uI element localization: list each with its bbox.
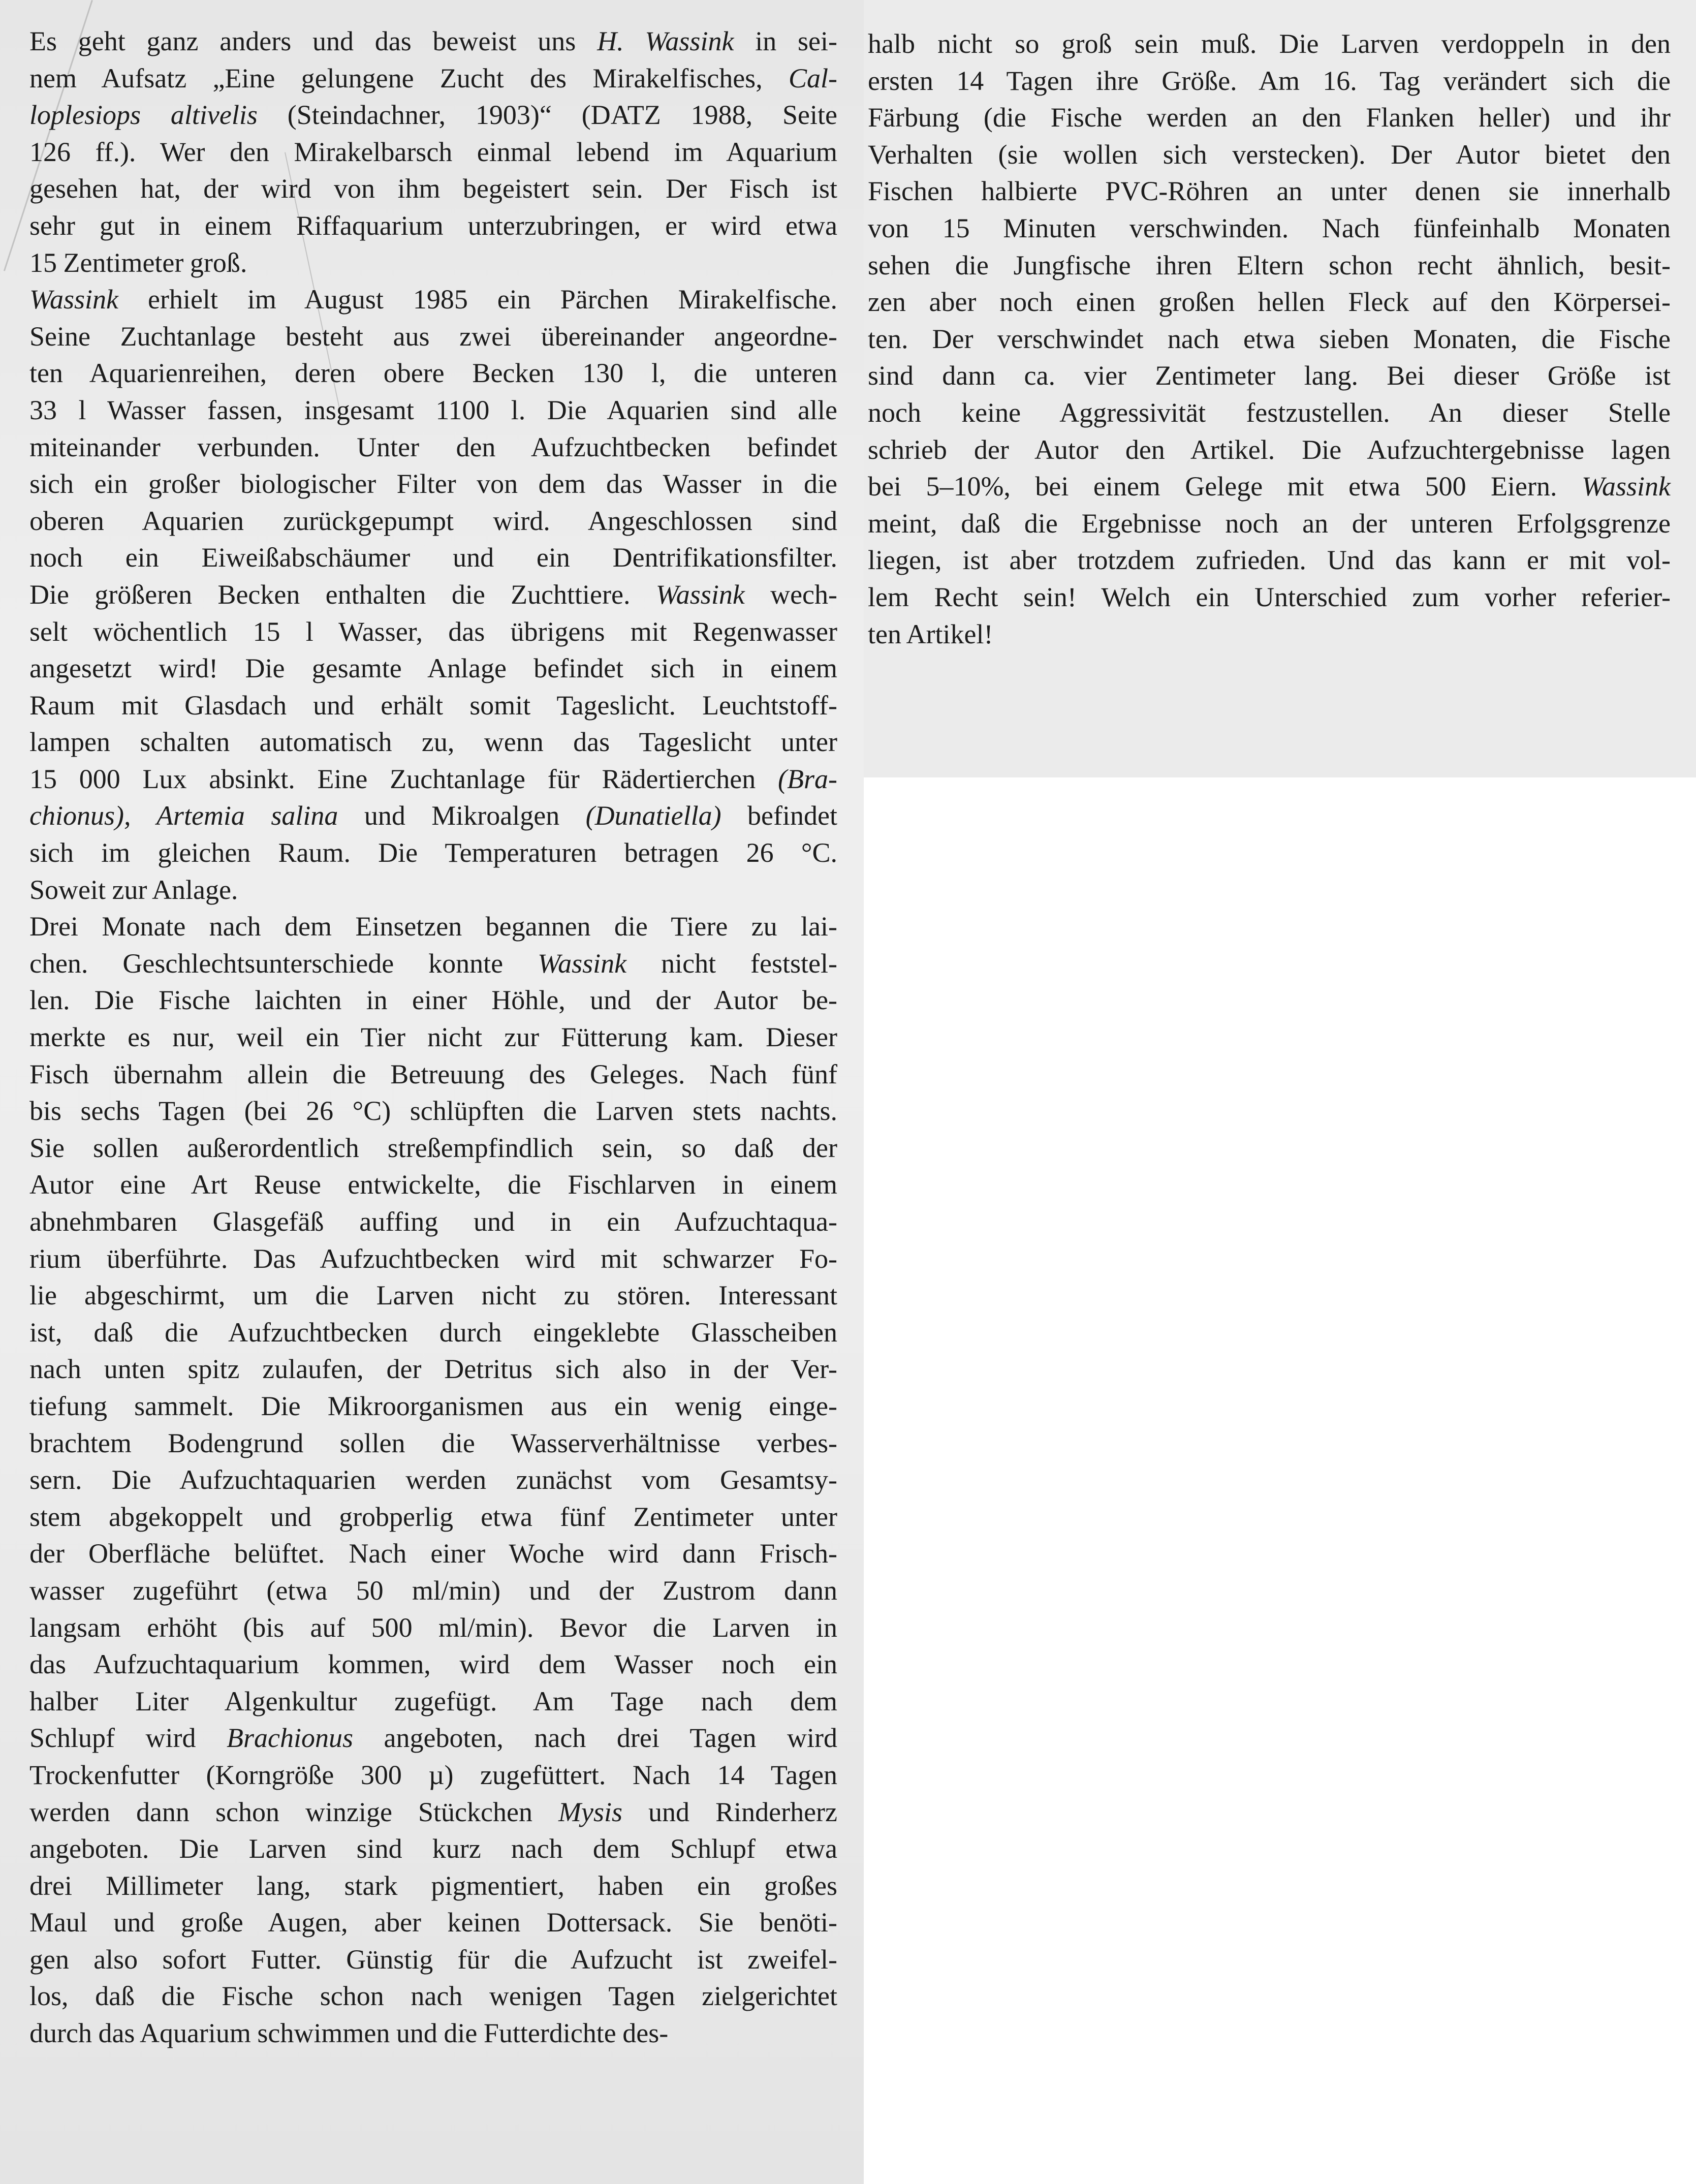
text-run: rium überführte. Das Aufzuchtbecken wird mit schwarzer Fo- xyxy=(29,1243,837,1274)
text-run: angeboten. Die Larven sind kurz nach dem Schlupf etwa xyxy=(29,1833,837,1864)
text-run: ten. Der verschwindet nach etwa sieben Monaten, die Fische xyxy=(868,323,1671,354)
text-run: 126 ff.). Wer den Mirakelbarsch einmal lebend im Aquarium xyxy=(29,136,837,167)
text-run: Maul und große Augen, aber keinen Dottersack. Sie benöti- xyxy=(29,1907,837,1938)
text-line xyxy=(868,173,1671,210)
text-run: schrieb der Autor den Artikel. Die Aufzuchtergebnisse lagen xyxy=(868,434,1671,465)
text-run: noch ein Eiweißabschäumer und ein Dentrifikationsfilter. xyxy=(29,542,837,573)
text-line xyxy=(29,1794,837,1831)
text-run: sehen die Jungfische ihren Eltern schon recht ähnlich, besit- xyxy=(868,249,1671,280)
text-run: 15 000 Lux absinkt. Eine Zuchtanlage für Rädertierchen xyxy=(29,763,778,794)
text-line xyxy=(29,1535,837,1572)
text-line xyxy=(29,1572,837,1609)
text-run: Es geht ganz anders und das beweist uns xyxy=(29,26,598,56)
text-line xyxy=(29,134,837,171)
article-column-right xyxy=(868,25,1671,652)
text-run: Verhalten (sie wollen sich verstecken). Der Autor bietet den xyxy=(868,139,1671,170)
text-run: chionus), Artemia salina xyxy=(29,800,338,831)
text-run: 33 l Wasser fassen, insgesamt 1100 l. Die Aquarien sind alle xyxy=(29,394,837,425)
text-line xyxy=(29,1166,837,1203)
text-line xyxy=(29,170,837,207)
text-run: der Oberfläche belüftet. Nach einer Woche wird dann Frisch- xyxy=(29,1538,837,1569)
text-line xyxy=(29,1203,837,1240)
text-line xyxy=(29,1867,837,1905)
text-run: los, daß die Fische schon nach wenigen Tagen zielgerichtet xyxy=(29,1981,837,2012)
text-line xyxy=(29,1720,837,1757)
text-line xyxy=(29,1314,837,1351)
text-run: in sei- xyxy=(734,26,837,56)
text-line xyxy=(29,207,837,244)
text-run: Trockenfutter (Korngröße 300 µ) zugefüttert. Nach 14 Tagen xyxy=(29,1759,837,1790)
text-run: sern. Die Aufzuchtaquarien werden zunächst vom Gesamtsy- xyxy=(29,1464,837,1495)
text-run: Fischen halbierte PVC-Röhren an unter denen sie innerhalb xyxy=(868,176,1671,207)
text-line xyxy=(29,1130,837,1167)
text-run: ten Aquarienreihen, deren obere Becken 130 l, die unteren xyxy=(29,358,837,389)
text-line xyxy=(29,724,837,761)
text-line xyxy=(29,503,837,540)
text-run: (Steindachner, 1903)“ (DATZ 1988, Seite xyxy=(257,100,837,131)
text-run: ersten 14 Tagen ihre Größe. Am 16. Tag verändert sich die xyxy=(868,65,1671,96)
text-run: miteinander verbunden. Unter den Aufzuchtbecken befindet xyxy=(29,431,837,462)
text-run: angeboten, nach drei Tagen wird xyxy=(353,1723,838,1754)
text-line xyxy=(29,1646,837,1683)
text-run: wech- xyxy=(744,579,837,610)
text-line xyxy=(29,1757,837,1794)
text-run: Wassink xyxy=(538,948,627,979)
text-line xyxy=(868,63,1671,100)
text-line xyxy=(29,281,837,318)
text-line xyxy=(868,357,1671,394)
text-run: das Aufzuchtaquarium kommen, wird dem Wasser noch ein xyxy=(29,1649,837,1680)
text-run: (Dunatiella) xyxy=(585,800,721,831)
text-run: Autor eine Art Reuse entwickelte, die Fischlarven in einem xyxy=(29,1169,837,1200)
text-line xyxy=(29,2015,837,2052)
text-run: halber Liter Algenkultur zugefügt. Am Tage nach dem xyxy=(29,1686,837,1717)
text-line xyxy=(29,1240,837,1277)
text-line xyxy=(29,429,837,466)
text-run: Fisch übernahm allein die Betreuung des Geleges. Nach fünf xyxy=(29,1058,837,1089)
text-line xyxy=(29,23,837,60)
text-line xyxy=(29,1499,837,1536)
text-line xyxy=(29,539,837,576)
text-run: Wassink xyxy=(29,284,119,315)
text-line xyxy=(868,321,1671,358)
text-run: sich im gleichen Raum. Die Temperaturen betragen 26 °C. xyxy=(29,837,837,868)
text-run: meint, daß die Ergebnisse noch an der unteren Erfolgsgrenze xyxy=(868,508,1671,539)
text-run: Cal- xyxy=(788,63,837,93)
text-line xyxy=(29,1830,837,1867)
text-line xyxy=(29,392,837,429)
text-run: len. Die Fische laichten in einer Höhle, und der Autor be- xyxy=(29,985,837,1016)
text-run: Schlupf wird xyxy=(29,1723,227,1754)
text-line xyxy=(29,871,837,909)
text-run: sehr gut in einem Riffaquarium unterzubringen, er wird etwa xyxy=(29,210,837,241)
text-run: (Bra- xyxy=(778,763,837,794)
text-line xyxy=(29,1056,837,1093)
text-run: liegen, ist aber trotzdem zufrieden. Und das kann er mit vol- xyxy=(868,545,1671,576)
text-line xyxy=(29,1609,837,1646)
text-line xyxy=(868,99,1671,136)
text-run: durch das Aquarium schwimmen und die Futterdichte des- xyxy=(29,2018,669,2049)
text-run: Brachionus xyxy=(227,1723,353,1754)
text-run: wasser zugeführt (etwa 50 ml/min) und der Zustrom dann xyxy=(29,1575,837,1606)
text-line xyxy=(29,982,837,1019)
text-run: Raum mit Glasdach und erhält somit Tageslicht. Leuchtstoff- xyxy=(29,690,837,721)
text-line xyxy=(868,616,1671,653)
text-run: gesehen hat, der wird von ihm begeistert sein. Der Fisch ist xyxy=(29,173,837,204)
text-run: Drei Monate nach dem Einsetzen begannen die Tiere zu lai- xyxy=(29,911,837,942)
text-run: und Mikroalgen xyxy=(338,800,586,831)
text-run: Färbung (die Fische werden an den Flanken heller) und ihr xyxy=(868,102,1671,133)
text-run: Wassink xyxy=(1581,471,1671,502)
text-run: halb nicht so groß sein muß. Die Larven verdoppeln in den xyxy=(868,28,1671,59)
text-line xyxy=(29,1277,837,1314)
text-line xyxy=(29,60,837,97)
text-line xyxy=(868,505,1671,542)
text-run: oberen Aquarien zurückgepumpt wird. Angeschlossen sind xyxy=(29,505,837,536)
text-run: nem Aufsatz „Eine gelungene Zucht des Mirakelfisches, xyxy=(29,63,789,93)
text-line xyxy=(29,945,837,982)
text-run: chen. Geschlechtsunterschiede konnte xyxy=(29,948,538,979)
text-run: befindet xyxy=(721,800,837,831)
text-line xyxy=(868,542,1671,579)
text-line xyxy=(29,97,837,134)
text-run: merkte es nur, weil ein Tier nicht zur Fütterung kam. Dieser xyxy=(29,1022,837,1053)
text-line xyxy=(29,797,837,834)
text-line xyxy=(29,1683,837,1720)
text-run: ten Artikel! xyxy=(868,618,993,649)
text-line xyxy=(29,908,837,945)
text-run: lampen schalten automatisch zu, wenn das Tageslicht unter xyxy=(29,727,837,758)
text-line xyxy=(29,1019,837,1056)
text-run: H. Wassink xyxy=(597,26,734,56)
text-run: und Rinderherz xyxy=(622,1796,837,1827)
text-run: werden dann schon winzige Stückchen xyxy=(29,1796,559,1827)
text-run: Soweit zur Anlage. xyxy=(29,874,238,905)
text-run: lie abgeschirmt, um die Larven nicht zu stören. Interessant xyxy=(29,1280,837,1311)
text-run: bis sechs Tagen (bei 26 °C) schlüpften die Larven stets nachts. xyxy=(29,1096,837,1127)
text-run: loplesiops altivelis xyxy=(29,100,258,131)
text-line xyxy=(29,355,837,392)
text-run: Seine Zuchtanlage besteht aus zwei übereinander angeordne- xyxy=(29,321,837,352)
text-run: noch keine Aggressivität festzustellen. An dieser Stelle xyxy=(868,397,1671,428)
text-run: erhielt im August 1985 ein Pärchen Mirakelfische. xyxy=(118,284,837,315)
text-line xyxy=(29,613,837,650)
text-line xyxy=(29,465,837,503)
text-line xyxy=(868,136,1671,173)
text-run: lem Recht sein! Welch ein Unterschied zum vorher referier- xyxy=(868,581,1671,612)
text-run: von 15 Minuten verschwinden. Nach fünfeinhalb Monaten xyxy=(868,212,1671,243)
text-run: drei Millimeter lang, stark pigmentiert, haben ein großes xyxy=(29,1870,837,1901)
text-line xyxy=(29,761,837,798)
text-run: 15 Zentimeter groß. xyxy=(29,247,247,278)
text-line xyxy=(29,1904,837,1941)
text-run: Die größeren Becken enthalten die Zuchttiere. xyxy=(29,579,656,610)
text-line xyxy=(29,834,837,871)
text-run: nach unten spitz zulaufen, der Detritus sich also in der Ver- xyxy=(29,1354,837,1385)
text-line xyxy=(29,1425,837,1462)
text-line xyxy=(29,1461,837,1499)
text-run: langsam erhöht (bis auf 500 ml/min). Bevor die Larven in xyxy=(29,1612,837,1643)
text-run: sich ein großer biologischer Filter von dem das Wasser in die xyxy=(29,469,837,500)
text-line xyxy=(29,576,837,613)
text-line xyxy=(868,394,1671,431)
text-line xyxy=(29,1351,837,1388)
text-run: angesetzt wird! Die gesamte Anlage befindet sich in einem xyxy=(29,653,837,684)
text-run: Wassink xyxy=(655,579,745,610)
text-run: abnehmbaren Glasgefäß auffing und in ein Aufzuchtaqua- xyxy=(29,1206,837,1237)
text-line xyxy=(29,687,837,724)
text-line xyxy=(29,1093,837,1130)
text-line xyxy=(868,247,1671,284)
text-line xyxy=(29,318,837,355)
text-line xyxy=(868,579,1671,616)
text-run: tiefung sammelt. Die Mikroorganismen aus ein wenig einge- xyxy=(29,1390,837,1421)
text-line xyxy=(868,431,1671,469)
text-line xyxy=(29,650,837,687)
text-run: gen also sofort Futter. Günstig für die Aufzucht ist zweifel- xyxy=(29,1944,837,1975)
text-run: sind dann ca. vier Zentimeter lang. Bei dieser Größe ist xyxy=(868,360,1671,391)
text-line xyxy=(29,1388,837,1425)
text-line xyxy=(868,468,1671,505)
text-line xyxy=(29,1978,837,2015)
text-line xyxy=(868,25,1671,63)
text-run: bei 5–10%, bei einem Gelege mit etwa 500 Eiern. xyxy=(868,471,1582,502)
text-line xyxy=(868,210,1671,247)
text-line xyxy=(868,284,1671,321)
text-run: brachtem Bodengrund sollen die Wasserverhältnisse verbes- xyxy=(29,1427,837,1458)
text-run: nicht feststel- xyxy=(626,948,837,979)
text-run: selt wöchentlich 15 l Wasser, das übrigens mit Regenwasser xyxy=(29,616,837,647)
text-run: zen aber noch einen großen hellen Fleck auf den Körpersei- xyxy=(868,287,1671,318)
text-line xyxy=(29,244,837,282)
text-run: ist, daß die Aufzuchtbecken durch eingeklebte Glasscheiben xyxy=(29,1317,837,1348)
text-run: Mysis xyxy=(558,1796,622,1827)
text-line xyxy=(29,1941,837,1978)
text-run: Sie sollen außerordentlich streßempfindlich sein, so daß der xyxy=(29,1132,837,1163)
article-column-left xyxy=(29,23,837,2052)
text-run: stem abgekoppelt und grobperlig etwa fünf Zentimeter unter xyxy=(29,1501,837,1532)
